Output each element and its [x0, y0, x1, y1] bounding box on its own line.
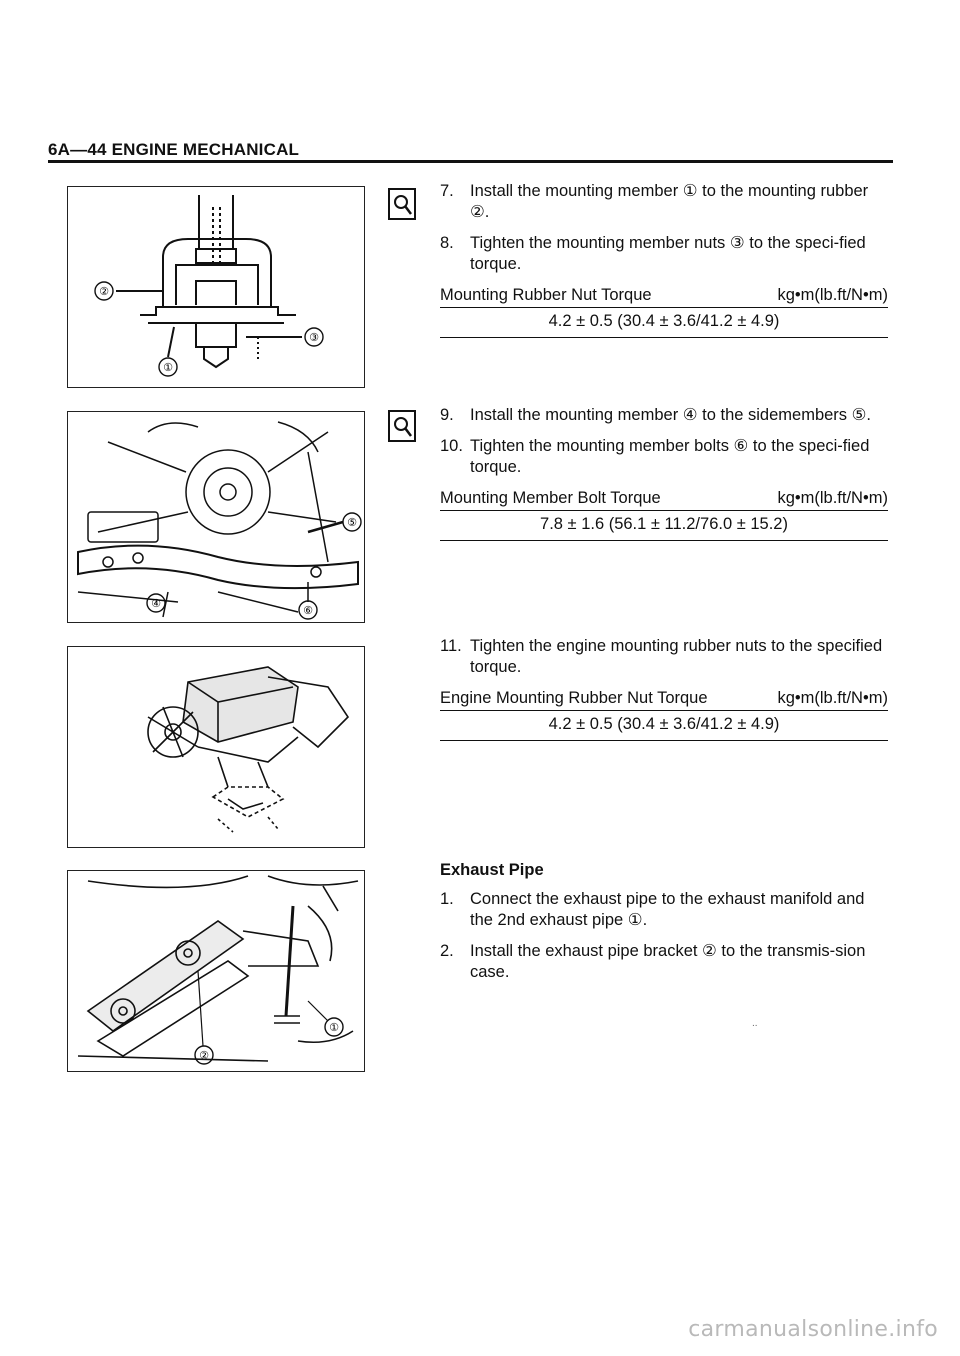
mounting-member-bolt-section — [440, 405, 888, 541]
section-title: Exhaust Pipe — [440, 861, 544, 879]
exhaust-pipe-illustration — [67, 870, 365, 1072]
torque-spec-header — [440, 285, 888, 308]
crossmember-illustration — [67, 411, 365, 623]
engine-assembly-drawing — [68, 647, 364, 847]
step-number: 2. — [440, 942, 454, 960]
torque-unit: kg•m(lb.ft/N•m) — [777, 286, 888, 304]
page-header — [48, 140, 893, 160]
step-text: Tighten the mounting member nuts ③ to the speci-fied torque. — [470, 234, 866, 273]
install-procedure-icon — [388, 410, 416, 442]
stray-marks: .. — [752, 1018, 758, 1029]
step-text: Install the exhaust pipe bracket ② to the transmis-sion case. — [470, 942, 866, 981]
exhaust-pipe-section — [440, 860, 888, 993]
step-item — [440, 436, 888, 478]
step-number: 8. — [440, 234, 454, 252]
step-number: 10. — [440, 437, 463, 455]
torque-unit: kg•m(lb.ft/N•m) — [777, 489, 888, 507]
step-text: Tighten the mounting member bolts ⑥ to the speci-fied torque. — [470, 437, 870, 476]
callout-1: ① — [163, 361, 173, 374]
header-divider — [48, 160, 893, 163]
torque-spec-header — [440, 488, 888, 511]
engine-assembly-illustration — [67, 646, 365, 848]
callout-6: ⑥ — [303, 604, 313, 617]
step-number: 11. — [440, 637, 462, 655]
step-item — [440, 636, 888, 678]
mounting-rubber-drawing — [68, 187, 364, 387]
install-procedure-icon — [388, 188, 416, 220]
step-number: 1. — [440, 890, 454, 908]
callout-2: ② — [199, 1049, 209, 1062]
step-text: Connect the exhaust pipe to the exhaust manifold and the 2nd exhaust pipe ①. — [470, 890, 865, 929]
torque-value: 7.8 ± 1.6 (56.1 ± 11.2/76.0 ± 15.2) — [440, 511, 888, 541]
mounting-member-section — [440, 181, 888, 338]
step-text: Install the mounting member ① to the mounting rubber ②. — [470, 182, 869, 221]
step-item — [440, 941, 888, 983]
torque-unit: kg•m(lb.ft/N•m) — [777, 689, 888, 707]
callout-3: ③ — [309, 331, 319, 344]
step-item — [440, 889, 888, 931]
callout-1: ① — [329, 1021, 339, 1034]
torque-spec-header — [440, 688, 888, 711]
watermark: carmanualsonline.info — [688, 1317, 938, 1342]
page-title: 6A—44 ENGINE MECHANICAL — [48, 140, 300, 159]
callout-4: ④ — [151, 597, 161, 610]
callout-2: ② — [99, 285, 109, 298]
exhaust-pipe-drawing — [68, 871, 364, 1071]
step-text: Tighten the engine mounting rubber nuts to the specified torque. — [470, 637, 883, 676]
step-number: 7. — [440, 182, 454, 200]
torque-label: Engine Mounting Rubber Nut Torque — [440, 689, 708, 707]
step-item — [440, 181, 888, 223]
crossmember-drawing — [68, 412, 364, 622]
torque-value: 4.2 ± 0.5 (30.4 ± 3.6/41.2 ± 4.9) — [440, 711, 888, 741]
torque-value: 4.2 ± 0.5 (30.4 ± 3.6/41.2 ± 4.9) — [440, 308, 888, 338]
step-item — [440, 233, 888, 275]
torque-label: Mounting Rubber Nut Torque — [440, 286, 652, 304]
step-number: 9. — [440, 406, 454, 424]
engine-mounting-rubber-section — [440, 636, 888, 741]
callout-5: ⑤ — [347, 516, 357, 529]
mounting-rubber-illustration — [67, 186, 365, 388]
torque-label: Mounting Member Bolt Torque — [440, 489, 661, 507]
step-item — [440, 405, 888, 426]
step-text: Install the mounting member ④ to the sidemembers ⑤. — [470, 406, 872, 424]
